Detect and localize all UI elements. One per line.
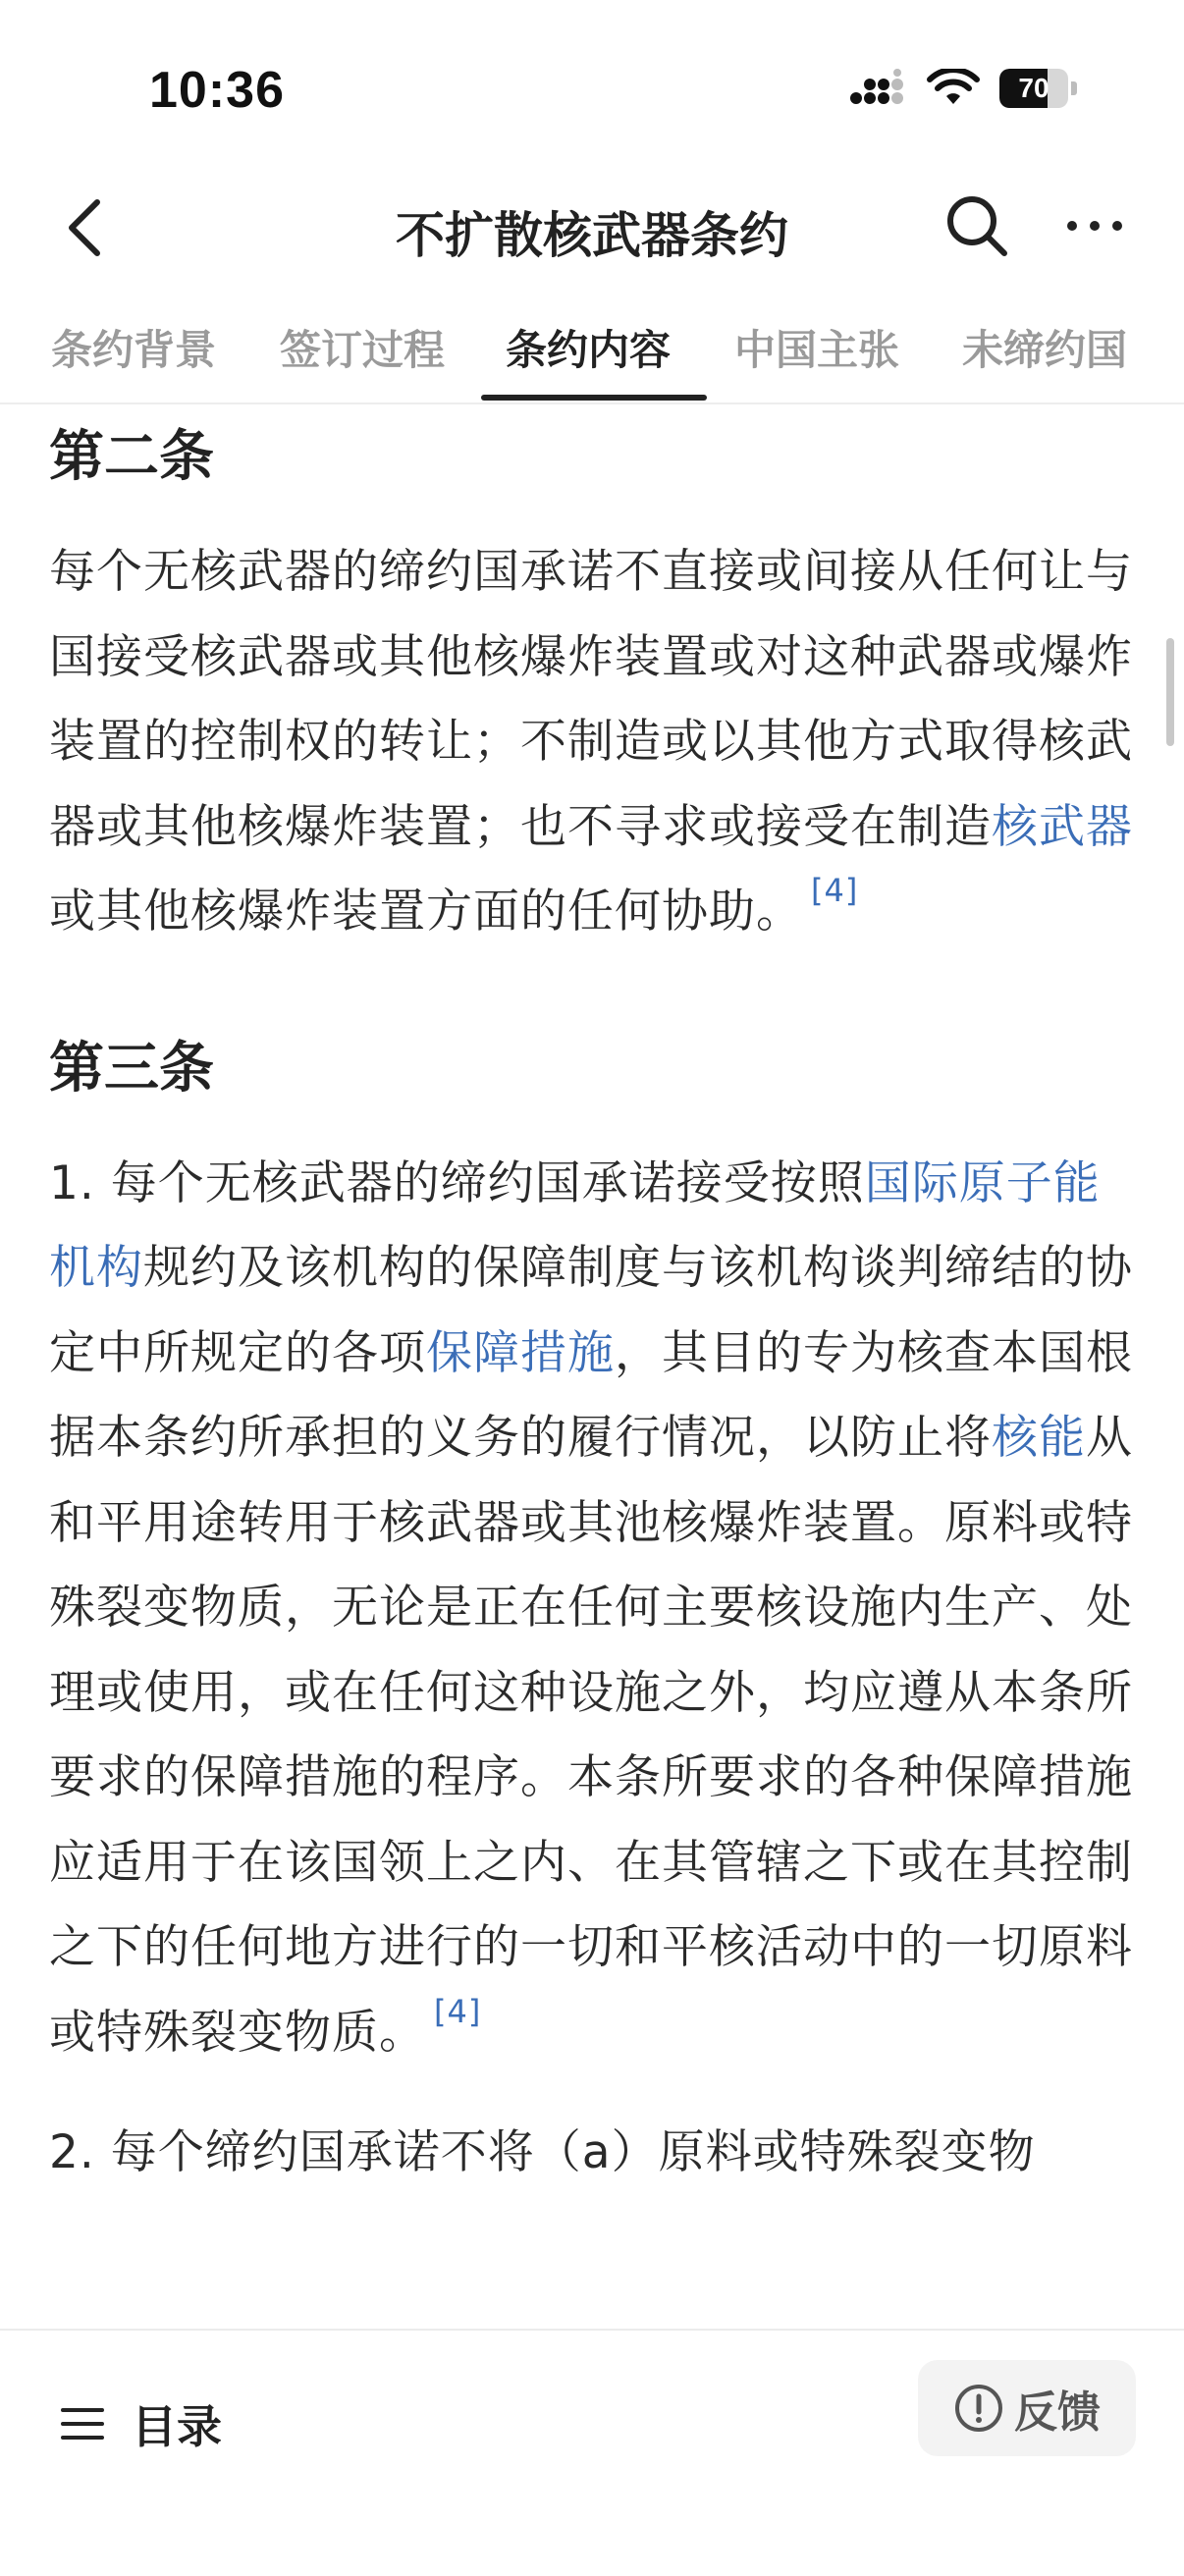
scrollbar[interactable]: [1166, 638, 1174, 746]
citation-ref[interactable]: [4]: [434, 1992, 482, 2030]
article-3-paragraph-2: 2. 每个缔约国承诺不将（a）原料或特殊裂变物: [49, 2125, 1036, 2179]
text-run: 规约及该机构的保障制度与该机构谈判缔结的协定中所规定的各项: [49, 1241, 1133, 1380]
page-title: 不扩散核武器条约: [396, 206, 788, 264]
search-icon: [943, 192, 1010, 259]
battery-text: 70: [1018, 73, 1049, 103]
tab-background[interactable]: 条约背景: [51, 326, 217, 374]
tab-non-parties[interactable]: 未缔约国: [962, 326, 1128, 374]
text-run: ，其目的专为核查本国根据本条约所承担的义务的履行情况，以防止将: [49, 1325, 1133, 1465]
text-run: 或其他核爆炸装置方面的任何协助。: [49, 885, 803, 939]
feedback-label: 反馈: [1014, 2388, 1101, 2438]
link-nuclear-energy[interactable]: 核能: [992, 1411, 1086, 1465]
status-icons: [848, 69, 1078, 108]
active-tab-indicator: [481, 395, 707, 401]
bottom-bar: [0, 2329, 1184, 2576]
menu-icon: [59, 2404, 106, 2443]
tab-china-position[interactable]: 中国主张: [734, 326, 900, 374]
article-content: [49, 402, 1139, 2327]
link-safeguards[interactable]: 保障措施: [426, 1325, 615, 1380]
section-heading-article-2: 第二条: [49, 424, 214, 489]
text-run: 1. 每个无核武器的缔约国承诺接受按照: [49, 1155, 865, 1210]
section-tabs: [0, 304, 1184, 404]
wifi-icon: [927, 69, 980, 108]
feedback-button[interactable]: [918, 2360, 1136, 2456]
more-horizontal-icon: [1065, 219, 1124, 233]
tab-signing-process[interactable]: 签订过程: [280, 326, 446, 374]
link-iaea[interactable]: 国际原子能机构: [49, 1155, 1101, 1295]
nav-bar: [0, 177, 1184, 275]
tab-treaty-content[interactable]: 条约内容: [506, 326, 672, 374]
toc-button[interactable]: [59, 2389, 222, 2458]
section-heading-article-3: 第三条: [49, 1035, 214, 1100]
article-2-paragraph: [49, 530, 1139, 955]
search-button[interactable]: [938, 187, 1016, 265]
text-run: 从和平用途转用于核武器或其池核爆炸装置。原料或特殊裂变物质，无论是正在任何主要核设施内生产、处理或使用，或在任何这种设施之外，均应遵从本条所要求的保障措施的程序。本条所要求的各种保障措施应适用于在该国领上之内、在其管辖之下或在其控制之下的任何地方进行的一切和平核活动中的一切原料或特殊裂变物质。: [49, 1411, 1133, 2060]
status-bar: [0, 0, 1184, 187]
text-run: 每个无核武器的缔约国承诺不直接或间接从任何让与国接受核武器或其他核爆炸装置或对这种武器或爆炸装置的控制权的转让；不制造或以其他方式取得核武器或其他核爆炸装置；也不寻求或接受在制造: [49, 545, 1133, 854]
alert-circle-icon: [953, 2383, 1004, 2434]
article-3-paragraph-1: [49, 1142, 1139, 2076]
battery-icon: [999, 69, 1078, 108]
signal-icon: [848, 69, 907, 108]
more-button[interactable]: [1055, 187, 1134, 265]
citation-ref[interactable]: [4]: [811, 872, 859, 910]
toc-label: 目录: [132, 2400, 222, 2453]
link-nuclear-weapons[interactable]: 核武器: [992, 799, 1133, 854]
status-time: 10:36: [149, 62, 285, 119]
